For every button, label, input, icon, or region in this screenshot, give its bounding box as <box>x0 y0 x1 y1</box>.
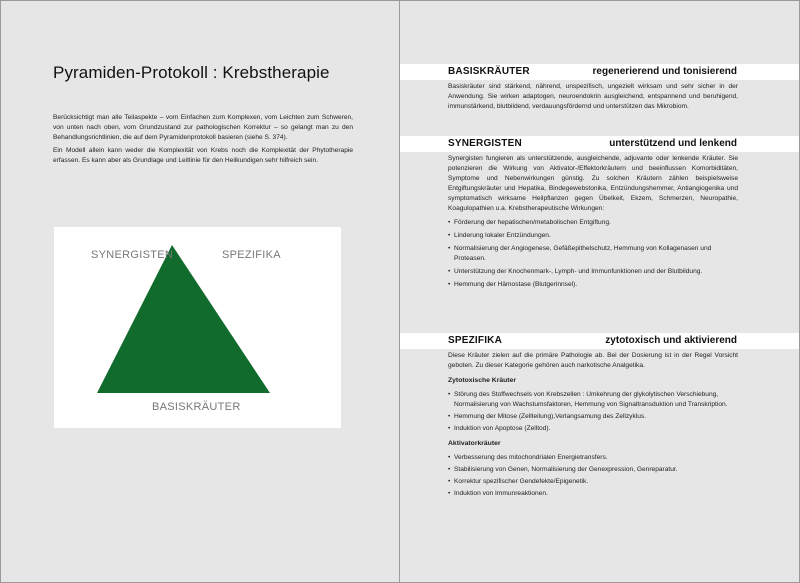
list-item: • Störung des Stoffwechsels von Krebszellen : Umkehrung der glykolytischen Verschiebung, Normalisierung von Wachstumsfaktoren, Hemmung von Signaltransduktion und Transkription. <box>448 390 738 410</box>
list-item: • Hemmung der Mitose (Zellteilung),Verlangsamung des Zellzyklus. <box>448 412 738 422</box>
list-item: • Linderung lokaler Entzündungen. <box>448 231 738 241</box>
right-page <box>400 1 799 582</box>
section-text: Diese Kräuter zielen auf die primäre Pathologie ab. Bei der Dosierung ist in der Regel Vorsicht geboten. Zu dieser Kategorie gehören auch narkotische Analgetika. <box>448 352 738 369</box>
list-item: • Förderung der hepatischen/metabolischen Entgiftung. <box>448 218 738 228</box>
list-item: • Stabilisierung von Genen, Normalisierung der Genexpression, Genreparatur. <box>448 465 738 475</box>
page-title: Pyramiden-Protokoll : Krebstherapie <box>53 63 330 82</box>
list-item: • Korrektur spezifischer Gendefekte/Epigenetik. <box>448 477 738 487</box>
list-item: • Normalisierung der Angiogenese, Gefäßepithelschutz, Hemmung von Kollagenasen und Proteasen. <box>448 244 738 264</box>
section-title: SPEZIFIKA <box>448 335 503 346</box>
section-text: Basiskräuter sind stärkend, nährend, unspezifisch, ungezielt wirksam und sehr sicher in der Anwendung. Sie wirken adaptogen, neuroendokrin ausgleichend, entspannend und beruhigend, immunstärkend, blutbildend, verdauungsfördernd und unterstützen das Mikrobiom. <box>448 83 738 110</box>
zytotoxic-list <box>448 390 738 434</box>
pyramid-figure <box>54 227 341 428</box>
section-text: Synergisten fungieren als unterstützende, ausgleichende, adjuvante oder lenkende Kräuter. Sie potenzieren die Wirkung von Aktivator-/Effektorkräutern und beeinflussen Komorbiditäten, Symptome und Nebenwirkungen günstig. Zu solchen Kräutern zählen beispielsweise Entgiftungskräuter und Hepatika, Bindegewebstonika, Entzündungshemmer, Antiangiogenika und symptomatisch wirksame Heilpflanzen gegen Übelkeit, Ekzem, Schmerzen, Neuropathie, Koagulopathien u.a. Krebstherapeutische Wirkungen: <box>448 155 738 212</box>
intro-paragraph: Berücksichtigt man alle Teilaspekte – vom Einfachen zum Komplexen, vom Leichten zum Schweren, von unten nach oben, vom Grundzustand zur pathologischen Korrektur – so gelangt man zu den Behandlungsrichtlinien, die auf dem Pyramidenprotokoll basieren (siehe S. 374). <box>53 114 353 141</box>
section-header <box>400 64 799 80</box>
section-title: SYNERGISTEN <box>448 138 522 149</box>
activator-list <box>448 453 738 499</box>
subheading-zytotoxisch: Zytotoxische Kräuter <box>448 377 516 384</box>
pyramid-label-synergisten: SYNERGISTEN <box>91 249 174 261</box>
section-spezifika <box>400 333 799 501</box>
section-basiskraeuter <box>400 64 799 112</box>
intro-text <box>53 113 353 169</box>
section-body <box>448 351 738 499</box>
list-item: • Unterstützung der Knochenmark-, Lymph- und Immunfunktionen und der Blutbildung. <box>448 267 738 277</box>
section-subtitle: unterstützend und lenkend <box>609 138 737 149</box>
section-synergisten <box>400 136 799 293</box>
section-subtitle: regenerierend und tonisierend <box>592 66 737 77</box>
section-body <box>448 154 738 290</box>
intro-paragraph: Ein Modell allein kann weder die Komplexität von Krebs noch die Komplexität der Phytotherapie erfassen. Es kann aber als Grundlage und Leitlinie für den Heilkundigen sehr hilfreich sein. <box>53 147 353 164</box>
pyramid-triangle <box>97 245 270 393</box>
pyramid-label-spezifika: SPEZIFIKA <box>222 249 281 261</box>
section-subtitle: zytotoxisch und aktivierend <box>605 335 737 346</box>
list-item: • Hemmung der Hämostase (Blutgerinnsel). <box>448 280 738 290</box>
section-title: BASISKRÄUTER <box>448 66 530 77</box>
section-header <box>400 136 799 152</box>
list-item: • Induktion von Apoptose (Zelltod). <box>448 424 738 434</box>
list-item: • Verbesserung des mitochondrialen Energietransfers. <box>448 453 738 463</box>
left-page <box>1 1 399 582</box>
subheading-aktivator: Aktivatorkräuter <box>448 440 501 447</box>
book-spread <box>1 1 799 582</box>
effects-list <box>448 218 738 290</box>
list-item: • Induktion von Immunreaktionen. <box>448 489 738 499</box>
pyramid-label-basiskraeuter: BASISKRÄUTER <box>152 401 241 413</box>
section-header <box>400 333 799 349</box>
